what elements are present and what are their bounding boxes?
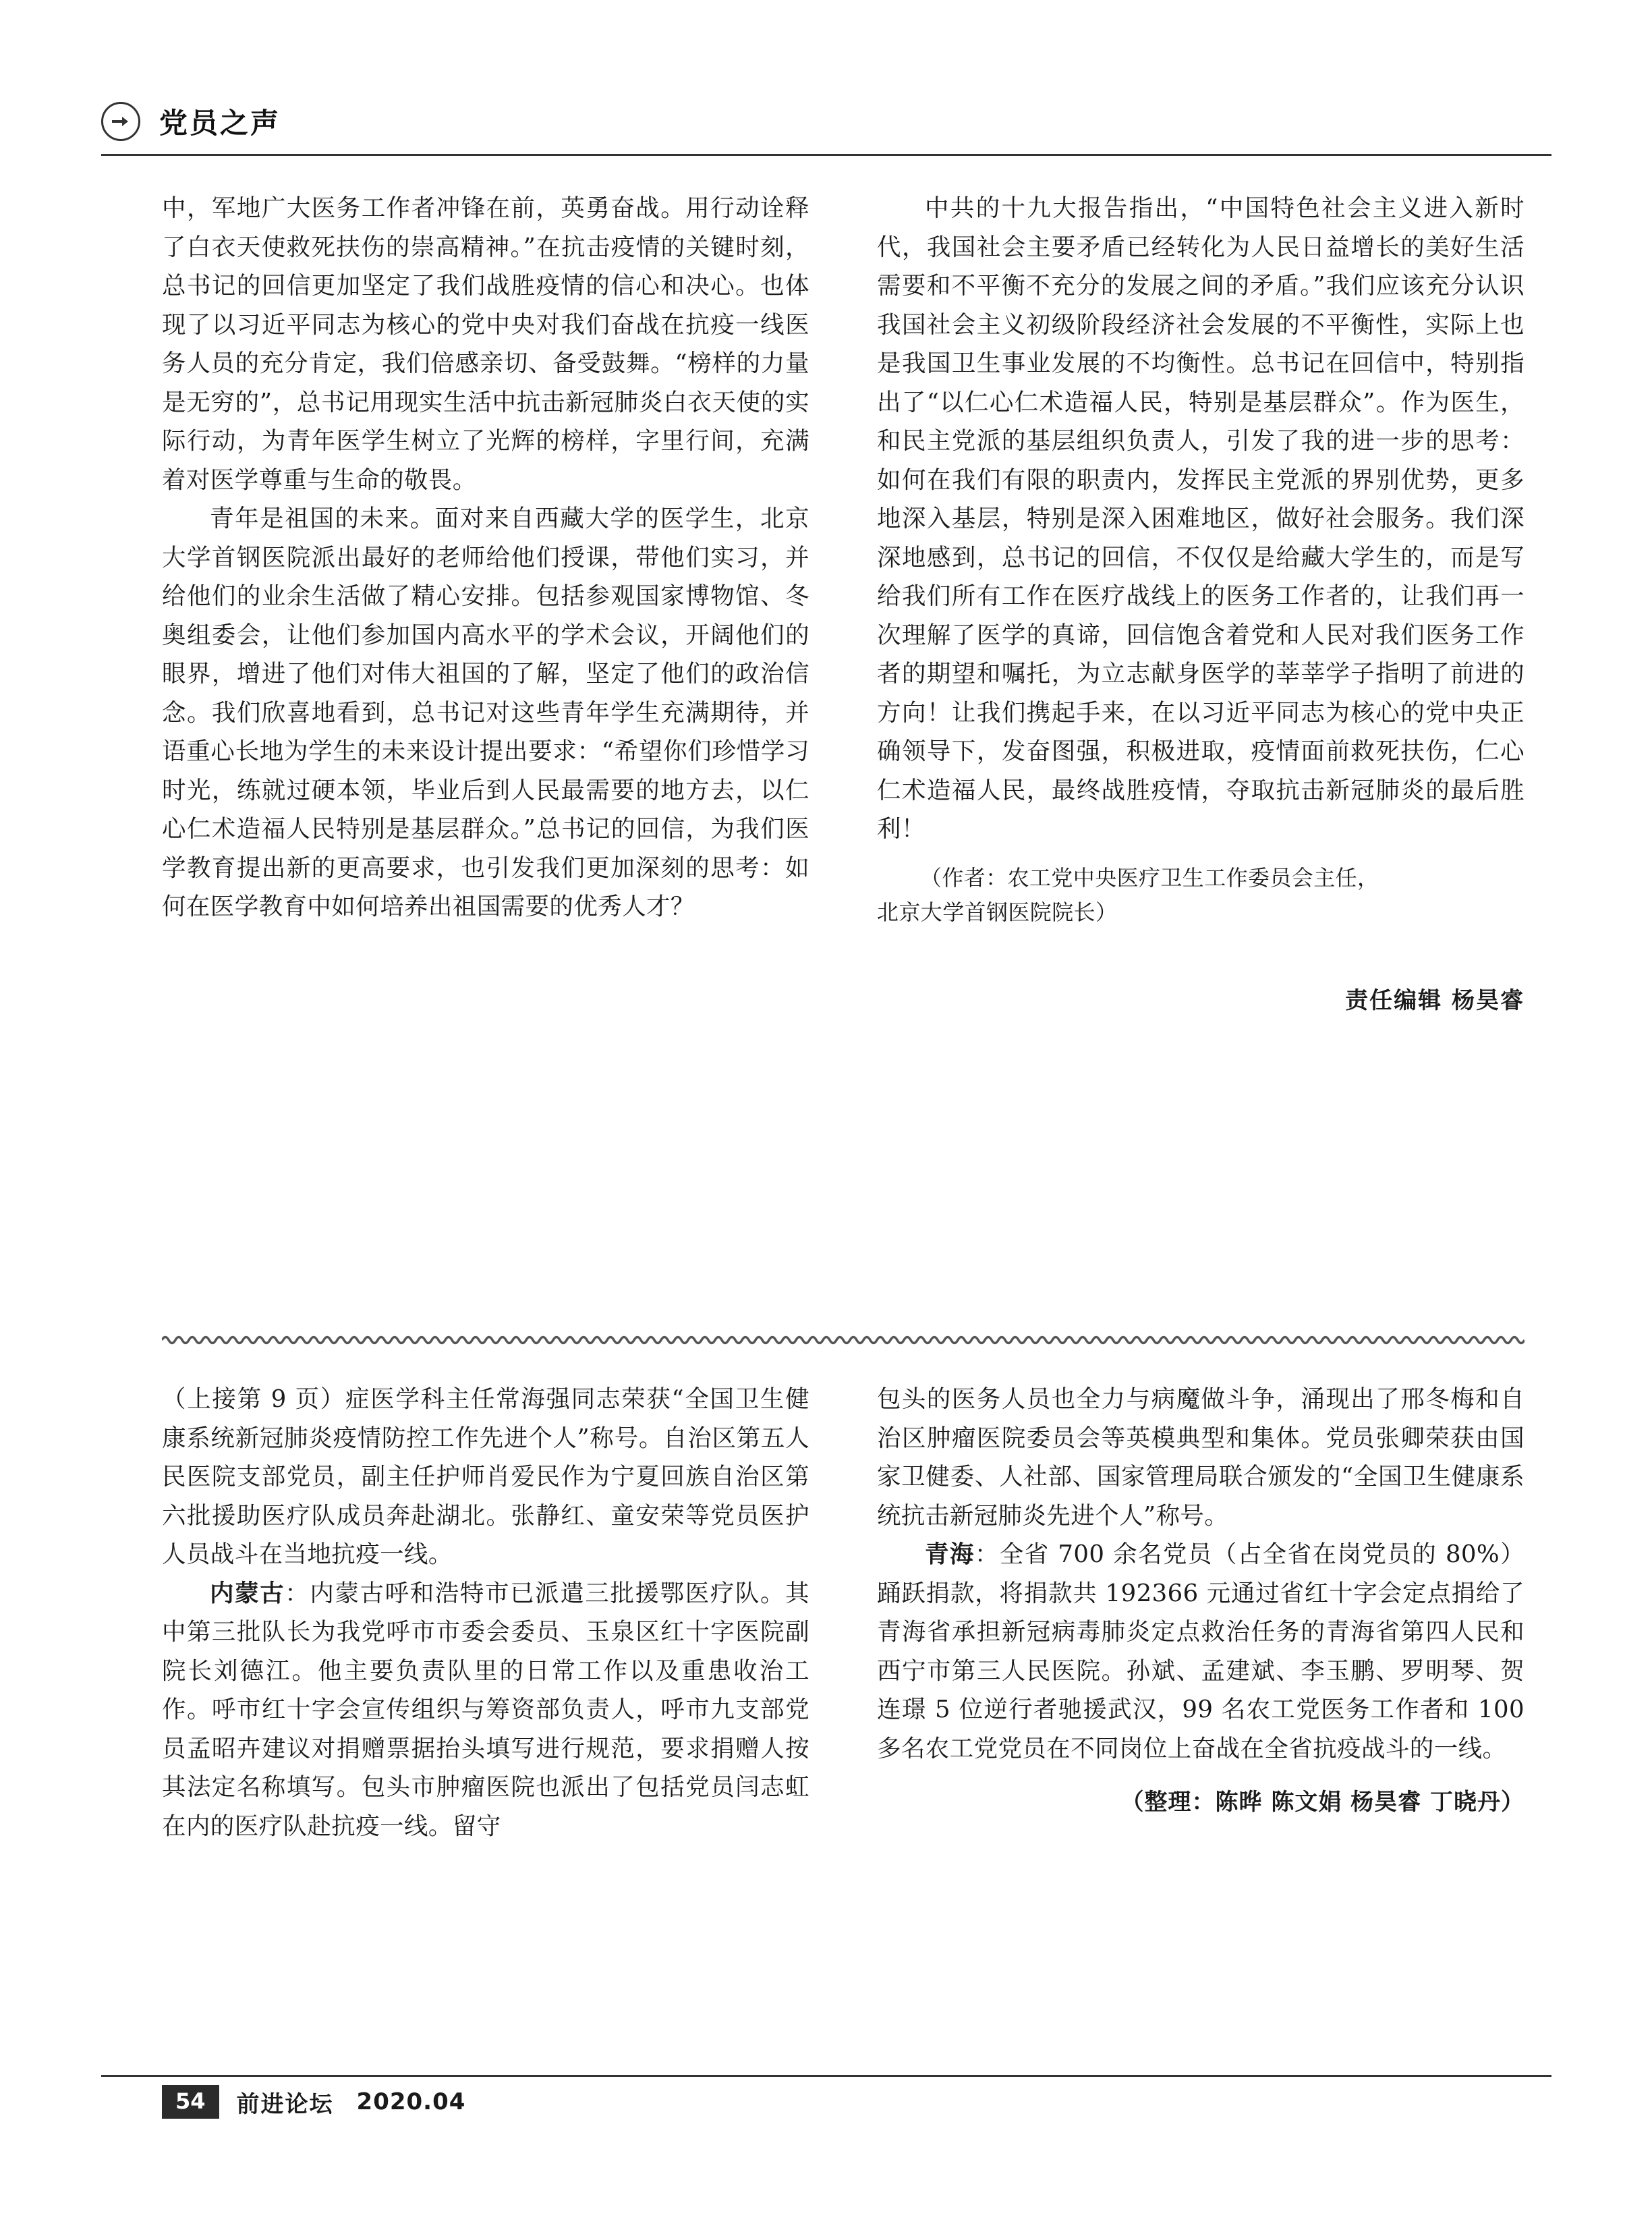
header-divider [101, 154, 1551, 156]
paragraph: 中，军地广大医务工作者冲锋在前，英勇奋战。用行动诠释了白衣天使救死扶伤的崇高精神。”在抗击疫情的关键时刻，总书记的回信更加坚定了我们战胜疫情的信心和决心。也体现了以习近平同志为核心的党中央对我们奋战在抗疫一线医务人员的充分肯定，我们倍感亲切、备受鼓舞。“榜样的力量是无穷的”，总书记用现实生活中抗击新冠肺炎白衣天使的实际行动，为青年医学生树立了光辉的榜样，字里行间，充满着对医学尊重与生命的敬畏。 [162, 194, 809, 494]
author-note-line-1: （作者：农工党中央医疗卫生工作委员会主任， [920, 864, 1379, 891]
paragraph: 中共的十九大报告指出，“中国特色社会主义进入新时代，我国社会主要矛盾已经转化为人民日益增长的美好生活需要和不平衡不充分的发展之间的矛盾。”我们应该充分认识我国社会主义初级阶段经济社会发展的不平衡性，实际上也是我国卫生事业发展的不均衡性。总书记在回信中，特别指出了“以仁心仁术造福人民，特别是基层群众”。作为医生，和民主党派的基层组织负责人，引发了我的进一步的思考：如何在我们有限的职责内，发挥民主党派的界别优势，更多地深入基层，特别是深入困难地区，做好社会服务。我们深深地感到，总书记的回信，不仅仅是给藏大学生的，而是写给我们所有工作在医疗战线上的医务工作者的，让我们再一次理解了医学的真谛，回信饱含着党和人民对我们医务工作者的期望和嘱托，为立志献身医学的莘莘学子指明了前进的方向！让我们携起手来，在以习近平同志为核心的党中央正确领导下，发奋图强，积极进取，疫情面前救死扶伤，仁心仁术造福人民，最终战胜疫情，夺取抗击新冠肺炎的最后胜利！ [877, 194, 1525, 843]
arrow-right-circle-icon [101, 102, 140, 141]
region-text: 内蒙古呼和浩特市已派遣三批援鄂医疗队。其中第三批队长为我党呼市市委会委员、玉泉区红十字医院副院长刘德江。他主要负责队里的日常工作以及重患收治工作。呼市红十字会宣传组织与筹资部负责人，呼市九支部党员孟昭卉建议对捐赠票据抬头填写进行规范，要求捐赠人按其法定名称填写。包头市肿瘤医院也派出了包括党员闫志虹在内的医疗队赴抗疫一线。留守 [162, 1579, 809, 1840]
compiler-credit: （整理：陈晔 陈文娟 杨昊睿 丁晓丹） [1120, 1789, 1525, 1816]
wavy-divider [162, 1333, 1525, 1347]
region-separator: ： [285, 1579, 310, 1607]
article-column-top-left [162, 189, 809, 926]
article-column-top-right [877, 189, 1525, 1020]
page-header [101, 94, 1551, 148]
region-label: 内蒙古 [210, 1579, 285, 1607]
paragraph: 青年是祖国的未来。面对来自西藏大学的医学生，北京大学首钢医院派出最好的老师给他们授课，带他们实习，并给他们的业余生活做了精心安排。包括参观国家博物馆、冬奥组委会，让他们参加国内高水平的学术会议，开阔他们的眼界，增进了他们对伟大祖国的了解，坚定了他们的政治信念。我们欣喜地看到，总书记对这些青年学生充满期待，并语重心长地为学生的未来设计提出要求：“希望你们珍惜学习时光，练就过硬本领，毕业后到人民最需要的地方去，以仁心仁术造福人民特别是基层群众。”总书记的回信，为我们医学教育提出新的更高要求，也引发我们更加深刻的思考：如何在医学教育中如何培养出祖国需要的优秀人才？ [162, 505, 809, 920]
region-text: 全省 700 余名党员（占全省在岗党员的 80%）踊跃捐款，将捐款共 192366 元通过省红十字会定点捐给了青海省承担新冠病毒肺炎定点救治任务的青海省第四人民和西宁市第三人民医院。孙斌、孟建斌、李玉鹏、罗明琴、贺连璟 5 位逆行者驰援武汉，99 名农工党医务工作者和 100 多名农工党党员在不同岗位上奋战在全省抗疫战斗的一线。 [877, 1540, 1525, 1762]
editor-credit: 责任编辑 杨昊睿 [1345, 986, 1525, 1014]
page-number-badge: 54 [162, 2085, 219, 2119]
paragraph: 包头的医务人员也全力与病魔做斗争，涌现出了邢冬梅和自治区肿瘤医院委员会等英模典型和集体。党员张卿荣获由国家卫健委、人社部、国家管理局联合颁发的“全国卫生健康系统抗击新冠肺炎先进个人”称号。 [877, 1385, 1525, 1530]
region-separator: ： [974, 1540, 1000, 1568]
page-footer [162, 2085, 465, 2119]
article-column-bottom-right [877, 1380, 1525, 1821]
region-paragraph-qinghai [877, 1535, 1525, 1768]
issue-date: 2020.04 [356, 2088, 466, 2115]
paragraph: （上接第 9 页）症医学科主任常海强同志荣获“全国卫生健康系统新冠肺炎疫情防控工作先进个人”称号。自治区第五人民医院支部党员，副主任护师肖爱民作为宁夏回族自治区第六批援助医疗队成员奔赴湖北。张静红、童安荣等党员医护人员战斗在当地抗疫一线。 [162, 1385, 809, 1568]
author-note-line-2: 北京大学首钢医院院长） [877, 899, 1118, 925]
magazine-name: 前进论坛 [236, 2090, 334, 2118]
section-title: 党员之声 [159, 107, 281, 140]
footer-divider [101, 2075, 1551, 2077]
region-label: 青海 [925, 1540, 975, 1568]
article-column-bottom-left [162, 1380, 809, 1845]
region-paragraph-inner-mongolia [162, 1574, 809, 1846]
author-note [877, 861, 1525, 930]
